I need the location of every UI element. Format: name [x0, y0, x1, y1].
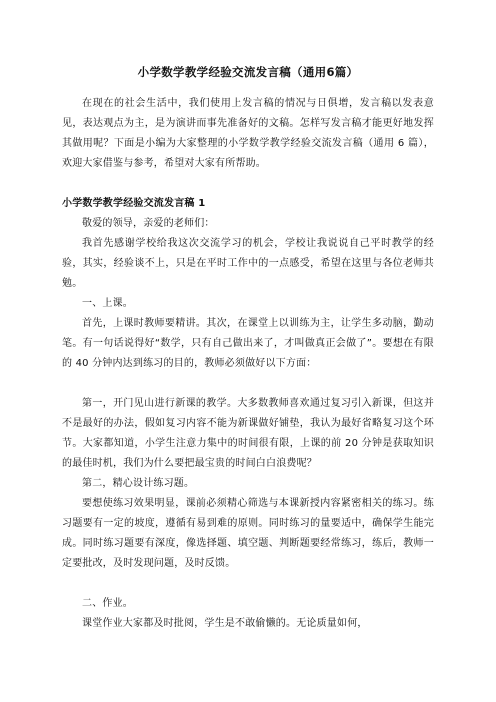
document-title: 小学数学教学经验交流发言稿（通用6篇）	[137, 65, 359, 79]
paragraph-exercise-design: 要想使练习效果明显，课前必须精心筛选与本课新授内容紧密相关的练习。练习题要有一定的坡度，遵循有易到难的原则。同时练习的量要适中，确保学生能完成。同时练习题要有深度，像选择题、填空题、判断题要经常练习，练后，教师一定要批改，及时发现问题，及时反馈。	[62, 498, 434, 569]
paragraph-second-point: 第二，精心设计练习题。	[82, 478, 195, 489]
subheading-homework: 二、作业。	[82, 598, 133, 609]
greeting: 敬爱的领导，亲爱的老师们：	[82, 218, 215, 229]
section-heading: 小学数学教学经验交流发言稿 1	[62, 198, 206, 209]
subheading-class: 一、上课。	[82, 298, 133, 309]
paragraph-opening: 我首先感谢学校给我这次交流学习的机会，学校让我说说自己平时教学的经验，其实，经验谈不上，只是在平时工作中的一点感受，希望在这里与各位老师共勉。	[62, 238, 434, 289]
paragraph-class-method: 首先，上课时教师要精讲。其次，在课堂上以训练为主，让学生多动脑，勤动笔。有一句话说得好“数学，只有自己做出来了，才叫做真正会做了”。要想在有限的 40 分钟内达到练习的目的，教师必须做好以下方面：	[62, 318, 434, 369]
intro-paragraph: 在现在的社会生活中，我们使用上发言稿的情况与日俱增，发言稿以发表意见，表达观点为主，是为演讲而事先准备好的文稿。怎样写发言稿才能更好地发挥其做用呢？下面是小编为大家整理的小学数学教学经验交流发言稿（通用 6 篇），欢迎大家借鉴与参考，希望对大家有所帮助。	[62, 98, 434, 169]
paragraph-first-point: 第一，开门见山进行新课的教学。大多数教师喜欢通过复习引入新课，但这并不是最好的办法，假如复习内容不能为新课做好铺垫，我认为最好省略复习这个环节。大家都知道，小学生注意力集中的时间很有限，上课的前 20 分钟是获取知识的最佳时机，我们为什么要把最宝贵的时间白白浪费呢？	[62, 398, 434, 469]
paragraph-homework: 课堂作业大家都及时批阅，学生是不敢偷懒的。无论质量如何，	[82, 618, 368, 629]
